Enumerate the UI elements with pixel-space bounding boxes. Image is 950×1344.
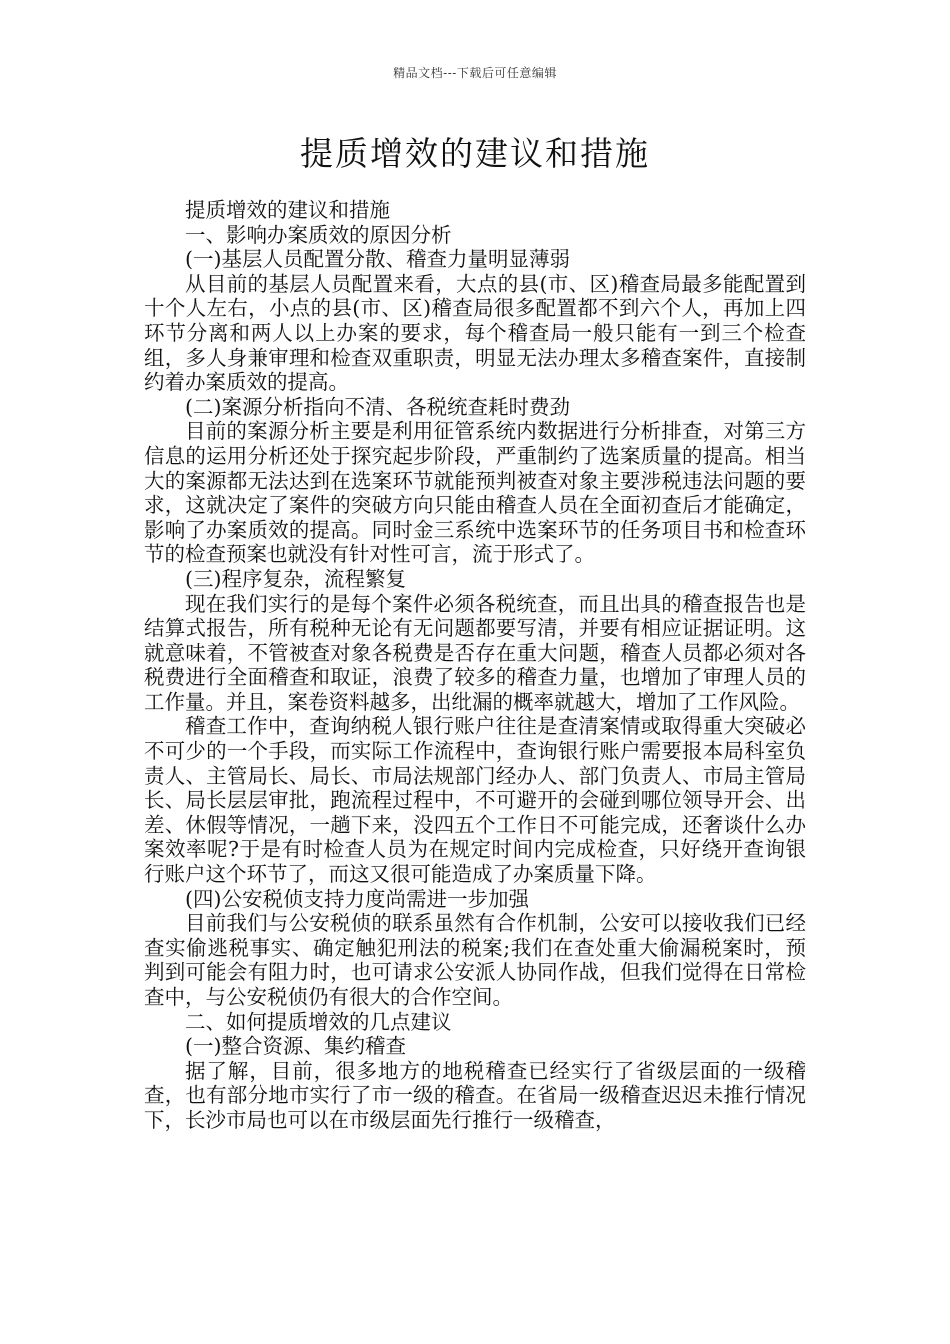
section-heading-2: 二、如何提质增效的几点建议 (185, 1009, 452, 1034)
paragraph: 从目前的基层人员配置来看，大点的县(市、区)稽查局最多能配置到十个人左右，小点的县(市、区)稽查局很多配置都不到六个人，再加上四环节分离和两人以上办案的要求，每个稽查局一般只能有一到三个检查组，多人身兼审理和检查双重职责，明显无法办理太多稽查案件，直接制约着办案质效的提高。 (144, 271, 806, 395)
subsection-heading-1-1: (一)基层人员配置分散、稽查力量明显薄弱 (185, 247, 570, 272)
page-header-note: 精品文档---下载后可任意编辑 (393, 66, 557, 80)
paragraph: 现在我们实行的是每个案件必须各税统查，而且出具的稽查报告也是结算式报告，所有税种无论有无问题都要写清，并要有相应证据证明。这就意味着，不管被查对象各税费是否存在重大问题，稽查人员都必须对各税费进行全面稽查和取证，浪费了较多的稽查力量，也增加了审理人员的工作量。并且，案卷资料越多，出纰漏的概率就越大，增加了工作风险。 (144, 591, 806, 714)
subsection-heading-1-2: (二)案源分析指向不清、各税统查耗时费劲 (185, 394, 570, 419)
subsection-heading-1-4: (四)公安税侦支持力度尚需进一步加强 (185, 886, 529, 911)
document-body (144, 198, 806, 1133)
subsection-heading-2-1: (一)整合资源、集约稽查 (185, 1034, 406, 1059)
paragraph: 稽查工作中，查询纳税人银行账户往往是查清案情或取得重大突破必不可少的一个手段，而实际工作流程中，查询银行账户需要报本局科室负责人、主管局长、局长、市局法规部门经办人、部门负责人、市局主管局长、局长层层审批，跑流程过程中，不可避开的会碰到哪位领导开会、出差、休假等情况，一趟下来，没四五个工作日不可能完成，还奢谈什么办案效率呢?于是有时检查人员为在规定时间内完成检查，只好绕开查询银行账户这个环节了，而这又很可能造成了办案质量下降。 (144, 714, 806, 887)
paragraph: 目前的案源分析主要是利用征管系统内数据进行分析排查，对第三方信息的运用分析还处于探究起步阶段，严重制约了选案质量的提高。相当大的案源都无法达到在选案环节就能预判被查对象主要涉税违法问题的要求，这就决定了案件的突破方向只能由稽查人员在全面初查后才能确定，影响了办案质效的提高。同时金三系统中选案环节的任务项目书和检查环节的检查预案也就没有针对性可言，流于形式了。 (144, 419, 806, 567)
subsection-heading-1-3: (三)程序复杂，流程繁复 (185, 566, 406, 591)
document-title: 提质增效的建议和措施 (300, 134, 650, 173)
paragraph: 据了解，目前，很多地方的地税稽查已经实行了省级层面的一级稽查，也有部分地市实行了市一级的稽查。在省局一级稽查迟迟未推行情况下，长沙市局也可以在市级层面先行推行一级稽查， (144, 1058, 806, 1132)
section-heading-1: 一、影响办案质效的原因分析 (185, 222, 452, 247)
paragraph-subtitle: 提质增效的建议和措施 (185, 198, 390, 222)
paragraph: 目前我们与公安税侦的联系虽然有合作机制，公安可以接收我们已经查实偷逃税事实、确定触犯刑法的税案;我们在查处重大偷漏税案时，预判到可能会有阻力时，也可请求公安派人协同作战，但我们觉得在日常检查中，与公安税侦仍有很大的合作空间。 (144, 911, 806, 1009)
